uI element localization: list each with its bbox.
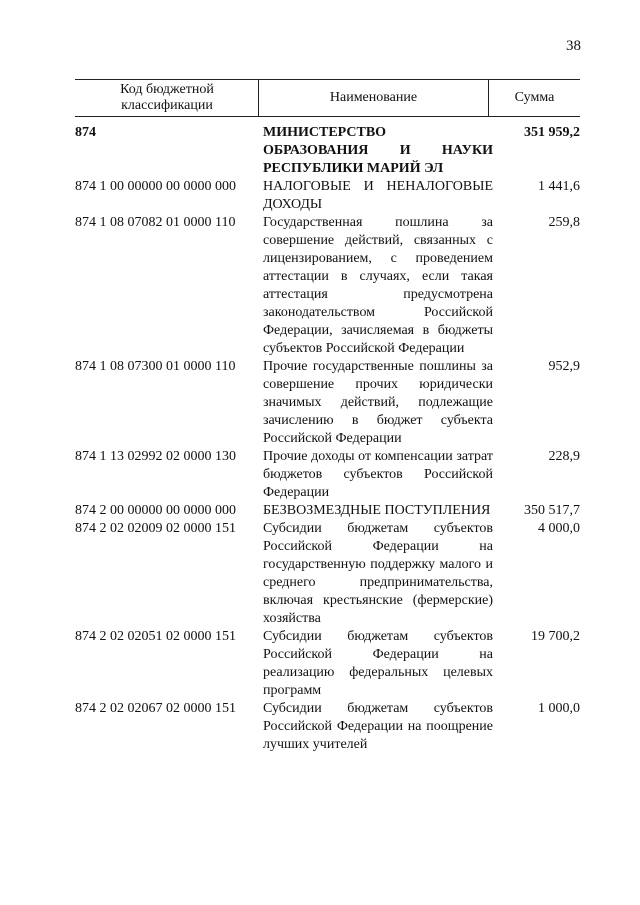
row-sum: 19 700,2	[531, 629, 580, 644]
row-code: 874 2 00 00000 00 0000 000	[75, 503, 236, 518]
row-name: Субсидии бюджетам субъектов Российской Федерации на реализацию федеральных целевых программ	[263, 629, 493, 698]
row-code: 874 2 02 02009 02 0000 151	[75, 521, 236, 536]
row-sum: 350 517,7	[524, 503, 580, 518]
table-row	[75, 124, 580, 178]
row-sum: 1 441,6	[538, 179, 580, 194]
row-name: Субсидии бюджетам субъектов Российской Федерации на государственную поддержку малого и среднего предпринимательства, включая крестьянские (фермерские) хозяйства	[263, 521, 493, 626]
row-sum: 228,9	[548, 449, 580, 464]
row-sum: 1 000,0	[538, 701, 580, 716]
table-row	[75, 358, 580, 448]
row-name: БЕЗВОЗМЕЗДНЫЕ ПОСТУПЛЕНИЯ	[263, 503, 491, 518]
table-row	[75, 502, 580, 520]
row-sum: 259,8	[548, 215, 580, 230]
row-code: 874 1 08 07082 01 0000 110	[75, 215, 236, 230]
row-code: 874 2 02 02051 02 0000 151	[75, 629, 236, 644]
table-row	[75, 700, 580, 754]
table-row	[75, 448, 580, 502]
header-sum: Сумма	[514, 90, 555, 105]
row-sum: 952,9	[548, 359, 580, 374]
row-code: 874	[75, 125, 96, 140]
row-code: 874 2 02 02067 02 0000 151	[75, 701, 236, 716]
table-header	[75, 79, 580, 117]
header-code: Код бюджетной классификации	[120, 82, 214, 113]
row-code: 874 1 13 02992 02 0000 130	[75, 449, 236, 464]
row-code: 874 1 08 07300 01 0000 110	[75, 359, 236, 374]
row-name: НАЛОГОВЫЕ И НЕНАЛОГОВЫЕ ДОХОДЫ	[263, 179, 493, 212]
budget-table	[75, 79, 580, 754]
table-row	[75, 214, 580, 358]
row-name: МИНИСТЕРСТВО ОБРАЗОВАНИЯ И НАУКИ РЕСПУБЛИКИ МАРИЙ ЭЛ	[263, 125, 493, 176]
page-number: 38	[566, 38, 581, 54]
table-row	[75, 178, 580, 214]
table-row	[75, 628, 580, 700]
row-name: Прочие государственные пошлины за совершение прочих юридически значимых действий, подлежащие зачислению в бюджет субъекта Российской Федерации	[263, 359, 493, 446]
header-name: Наименование	[329, 90, 418, 105]
row-name: Субсидии бюджетам субъектов Российской Федерации на поощрение лучших учителей	[263, 701, 493, 752]
row-name: Государственная пошлина за совершение действий, связанных с лицензированием, с проведением аттестации в случаях, если такая аттестация предусмотрена законодательством Российской Федерации, зачисляемая в бюджеты субъектов Российской Федерации	[263, 215, 493, 356]
table-row	[75, 520, 580, 628]
row-name: Прочие доходы от компенсации затрат бюджетов субъектов Российской Федерации	[263, 449, 493, 500]
row-sum: 351 959,2	[524, 125, 580, 140]
row-sum: 4 000,0	[538, 521, 580, 536]
row-code: 874 1 00 00000 00 0000 000	[75, 179, 236, 194]
